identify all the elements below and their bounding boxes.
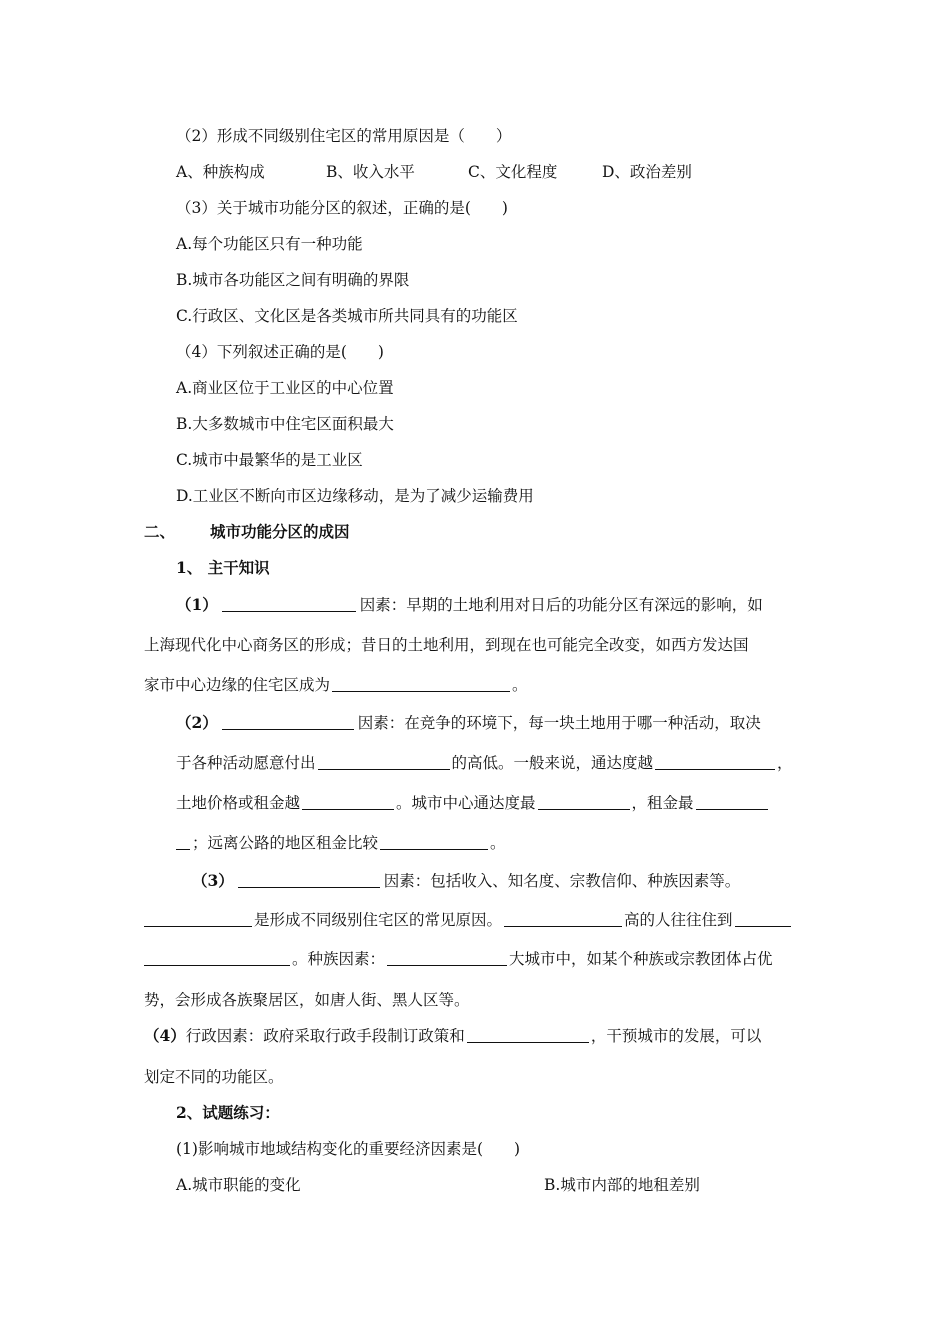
blank bbox=[467, 1026, 589, 1043]
question-3-option-a: A.每个功能区只有一种功能 bbox=[176, 235, 363, 253]
blank bbox=[238, 871, 380, 888]
option-b: B、收入水平 bbox=[326, 163, 415, 181]
para-3-line-4: 势，会形成各族聚居区，如唐人街、黑人区等。 bbox=[144, 991, 470, 1009]
subsection-1-heading: 1、 主干知识 bbox=[176, 558, 270, 577]
para-3-line-1: （3） 因素：包括收入、知名度、宗教信仰、种族因素等。 bbox=[192, 871, 741, 890]
question-4-option-b: B.大多数城市中住宅区面积最大 bbox=[176, 415, 394, 433]
para-1-line-2: 上海现代化中心商务区的形成；昔日的土地利用，到现在也可能完全改变，如西方发达国 bbox=[144, 636, 749, 654]
blank bbox=[144, 949, 290, 966]
question-4-option-a: A.商业区位于工业区的中心位置 bbox=[176, 379, 394, 397]
question-4-stem: （4）下列叙述正确的是( ) bbox=[176, 343, 384, 361]
para-2-line-4: ；远离公路的地区租金比较 。 bbox=[176, 832, 506, 854]
blank bbox=[504, 910, 622, 927]
blank bbox=[332, 675, 510, 692]
blank bbox=[655, 753, 775, 770]
blank bbox=[380, 833, 488, 850]
exercise-1-stem: (1)影响城市地域结构变化的重要经济因素是( ) bbox=[176, 1140, 521, 1158]
para-1-label: （1） bbox=[176, 595, 218, 614]
blank bbox=[222, 713, 354, 730]
question-2-options bbox=[176, 161, 692, 183]
option-c: C、文化程度 bbox=[468, 163, 558, 181]
blank bbox=[222, 595, 356, 612]
question-3-option-b: B.城市各功能区之间有明确的界限 bbox=[176, 271, 410, 289]
section-title: 城市功能分区的成因 bbox=[210, 522, 350, 541]
question-2-stem: （2）形成不同级别住宅区的常用原因是（ ） bbox=[176, 127, 512, 145]
para-2-line-3: 土地价格或租金越 。城市中心通达度最 ，租金最 bbox=[176, 792, 768, 814]
blank bbox=[176, 833, 190, 850]
section-number: 二、 bbox=[144, 522, 176, 541]
blank bbox=[387, 949, 507, 966]
option-a: A、种族构成 bbox=[176, 163, 265, 181]
para-4-line-1: （4）行政因素：政府采取行政手段制订政策和 ，干预城市的发展，可以 bbox=[144, 1026, 762, 1045]
blank bbox=[302, 793, 394, 810]
subsection-2-heading: 2、试题练习： bbox=[176, 1103, 280, 1122]
para-2-line-2: 于各种活动愿意付出 的高低。一般来说，通达度越 ， bbox=[176, 754, 793, 772]
para-2-label: （2） bbox=[176, 713, 218, 732]
blank bbox=[538, 793, 630, 810]
section-2-heading bbox=[144, 521, 350, 543]
question-3-stem: （3）关于城市功能分区的叙述，正确的是( ) bbox=[176, 199, 508, 217]
para-4-label: （4） bbox=[144, 1026, 186, 1045]
option-d: D、政治差别 bbox=[602, 163, 692, 181]
para-4-line-2: 划定不同的功能区。 bbox=[144, 1068, 284, 1086]
para-1-line-1: （1） 因素：早期的土地利用对日后的功能分区有深远的影响，如 bbox=[176, 595, 763, 614]
para-1-line-3: 家市中心边缘的住宅区成为 。 bbox=[144, 676, 528, 694]
question-4-option-c: C.城市中最繁华的是工业区 bbox=[176, 451, 363, 469]
para-3-line-3: 。种族因素： 大城市中，如某个种族或宗教团体占优 bbox=[144, 948, 773, 970]
blank bbox=[696, 793, 768, 810]
para-2-line-1: （2） 因素：在竞争的环境下，每一块土地用于哪一种活动，取决 bbox=[176, 713, 761, 732]
para-3-label: （3） bbox=[192, 871, 234, 890]
blank bbox=[318, 753, 450, 770]
question-4-option-d: D.工业区不断向市区边缘移动，是为了减少运输费用 bbox=[176, 487, 534, 505]
exercise-1-option-b: B.城市内部的地租差别 bbox=[544, 1176, 700, 1194]
exercise-1-option-a: A.城市职能的变化 bbox=[176, 1176, 301, 1194]
blank bbox=[144, 910, 252, 927]
para-3-line-2: 是形成不同级别住宅区的常见原因。 高的人往往住到 bbox=[144, 909, 791, 931]
question-3-option-c: C.行政区、文化区是各类城市所共同具有的功能区 bbox=[176, 307, 518, 325]
blank bbox=[735, 910, 791, 927]
